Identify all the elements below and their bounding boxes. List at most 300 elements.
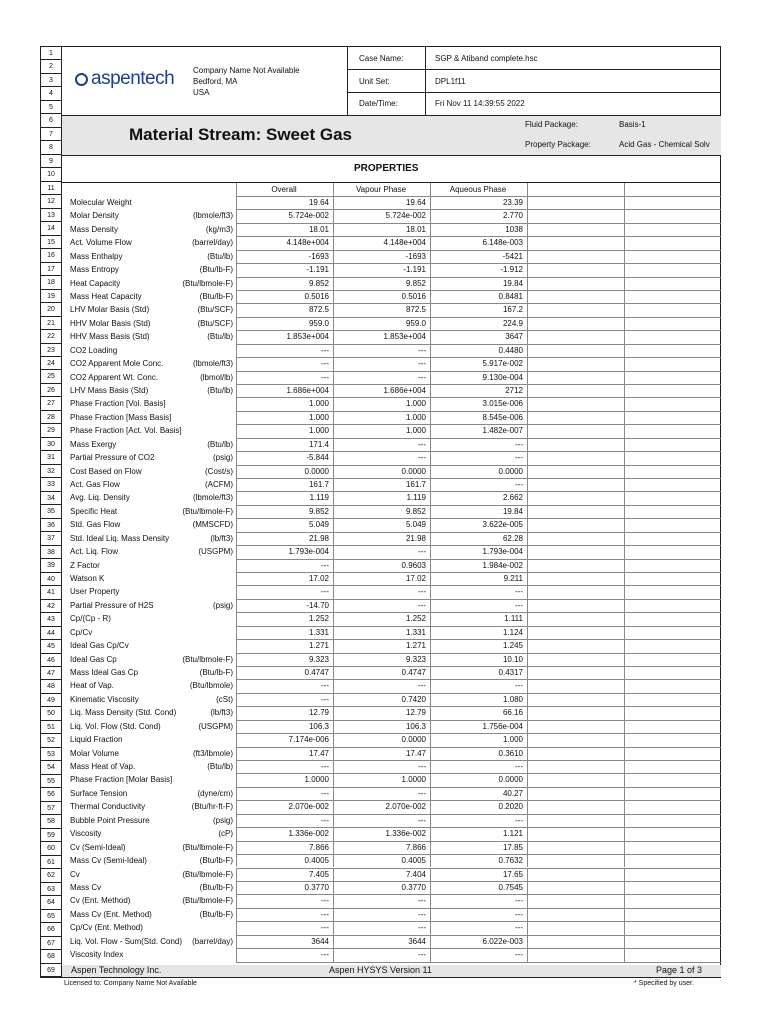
row-number: 35 xyxy=(41,505,61,518)
cell-aqueous: 1.111 xyxy=(504,614,523,624)
aspentech-logo-icon xyxy=(75,73,88,86)
property-name: Kinematic Viscosity xyxy=(70,694,139,704)
row-number: 1 xyxy=(41,47,61,60)
cell-overall: 1.686e+004 xyxy=(286,386,329,396)
cell-aqueous: 40.27 xyxy=(502,788,523,798)
cell-aqueous: 1.984e-002 xyxy=(482,560,523,570)
row-number: 59 xyxy=(41,829,61,842)
row-number: 53 xyxy=(41,748,61,761)
property-name: Mass Heat of Vap. xyxy=(70,762,136,772)
cell-vapour: 3644 xyxy=(408,936,426,946)
cell-vapour: --- xyxy=(418,950,426,960)
cell-vapour: 17.02 xyxy=(405,574,426,584)
cell-overall: --- xyxy=(321,896,329,906)
specified-note: * Specified by user. xyxy=(634,980,694,987)
property-name: Cp/Cv (Ent. Method) xyxy=(70,923,143,933)
row-number: 39 xyxy=(41,559,61,572)
row-number: 44 xyxy=(41,627,61,640)
property-name: Mass Cv xyxy=(70,882,102,892)
row-number: 16 xyxy=(41,249,61,262)
unit-set-value: DPL1f11 xyxy=(435,77,466,86)
cell-vapour: 21.98 xyxy=(405,533,426,543)
cell-aqueous: --- xyxy=(515,681,523,691)
cell-aqueous: 1038 xyxy=(505,224,523,234)
footer-company: Aspen Technology Inc. xyxy=(71,965,162,975)
cell-overall: -1.191 xyxy=(306,265,329,275)
datetime-value: Fri Nov 11 14:39:55 2022 xyxy=(435,99,525,108)
cell-vapour: --- xyxy=(418,909,426,919)
cell-aqueous: 1.121 xyxy=(502,829,523,839)
property-name: Cv (Semi-Ideal) xyxy=(70,842,126,852)
property-unit: (Btu/lbmole-F) xyxy=(182,842,233,852)
row-number: 27 xyxy=(41,397,61,410)
cell-aqueous: 0.7545 xyxy=(498,882,523,892)
row-number: 4 xyxy=(41,87,61,100)
property-name: Surface Tension xyxy=(70,788,128,798)
cell-vapour: 1.853e+004 xyxy=(383,332,426,342)
property-name: Molecular Weight xyxy=(70,198,132,207)
cell-vapour: --- xyxy=(418,815,426,825)
cell-aqueous: 1.245 xyxy=(502,641,523,651)
licensed-to: Licensed to: Company Name Not Available xyxy=(64,980,197,987)
cell-vapour: --- xyxy=(418,896,426,906)
fluid-package-value: Basis-1 xyxy=(619,120,646,129)
cell-aqueous: 0.7632 xyxy=(498,856,523,866)
property-name: Act. Gas Flow xyxy=(70,480,120,490)
row-number: 32 xyxy=(41,465,61,478)
property-name: Act. Volume Flow xyxy=(70,238,132,248)
property-unit: (Btu/lb-F) xyxy=(199,909,233,919)
cell-overall: 7.405 xyxy=(308,869,329,879)
cell-aqueous: 23.39 xyxy=(502,198,523,207)
cell-overall: 1.853e+004 xyxy=(286,332,329,342)
cell-overall: 1.271 xyxy=(308,641,329,651)
cell-vapour: 1.000 xyxy=(405,399,426,409)
property-unit: (Btu/lbmole-F) xyxy=(182,654,233,664)
row-number: 52 xyxy=(41,734,61,747)
property-unit: (lbmole/ft3) xyxy=(192,211,233,221)
cell-vapour: 12.79 xyxy=(405,708,426,718)
fluid-package-label: Fluid Package: xyxy=(525,120,578,129)
row-number: 63 xyxy=(41,883,61,896)
section-title: PROPERTIES xyxy=(354,163,419,174)
cell-overall: 1.252 xyxy=(308,614,329,624)
property-unit: (psig) xyxy=(212,600,233,610)
row-number: 14 xyxy=(41,222,61,235)
property-unit: (Btu/lbmole-F) xyxy=(182,896,233,906)
property-name: Avg. Liq. Density xyxy=(70,493,130,503)
cell-aqueous: 5.917e-002 xyxy=(482,359,523,369)
cell-vapour: 161.7 xyxy=(405,480,426,490)
cell-overall: 9.323 xyxy=(308,654,329,664)
row-number: 2 xyxy=(41,60,61,73)
cell-overall: -14.70 xyxy=(306,600,329,610)
property-unit: (USGPM) xyxy=(198,721,233,731)
property-unit: (lb/ft3) xyxy=(210,533,233,543)
cell-aqueous: --- xyxy=(515,896,523,906)
cell-aqueous: --- xyxy=(515,815,523,825)
cell-vapour: -1693 xyxy=(405,251,426,261)
cell-vapour: 5.049 xyxy=(405,520,426,530)
cell-aqueous: 3.622e-005 xyxy=(482,520,523,530)
cell-aqueous: 1.756e-004 xyxy=(482,721,523,731)
property-name: Molar Volume xyxy=(70,748,119,758)
property-unit: (kg/m3) xyxy=(205,224,233,234)
cell-vapour: --- xyxy=(418,681,426,691)
cell-aqueous: 6.148e-003 xyxy=(482,238,523,248)
column-header-aqueous: Aqueous Phase xyxy=(449,185,507,194)
row-number: 19 xyxy=(41,290,61,303)
cell-aqueous: 0.0000 xyxy=(498,775,523,785)
cell-aqueous: --- xyxy=(515,600,523,610)
cell-overall: 5.049 xyxy=(308,520,329,530)
cell-vapour: 18.01 xyxy=(405,224,426,234)
case-name-label: Case Name: xyxy=(359,54,404,63)
cell-overall: 959.0 xyxy=(308,318,329,328)
cell-vapour: --- xyxy=(418,345,426,355)
cell-vapour: 0.5016 xyxy=(401,292,426,301)
property-name: Molar Density xyxy=(70,211,119,221)
column-header-vapour: Vapour Phase xyxy=(355,185,407,194)
row-number: 24 xyxy=(41,357,61,370)
property-name: Z Factor xyxy=(70,560,100,570)
property-name: Thermal Conductivity xyxy=(70,802,146,812)
row-number: 45 xyxy=(41,640,61,653)
cell-overall: --- xyxy=(321,788,329,798)
property-name: Viscosity xyxy=(70,829,102,839)
cell-overall: 1.0000 xyxy=(304,775,329,785)
cell-overall: 0.0000 xyxy=(304,466,329,476)
cell-aqueous: 224.9 xyxy=(502,318,523,328)
property-package-label: Property Package: xyxy=(525,140,591,149)
row-number: 26 xyxy=(41,384,61,397)
row-number-column xyxy=(41,47,62,977)
property-unit: (lb/ft3) xyxy=(210,708,233,718)
property-name: CO2 Loading xyxy=(70,345,118,355)
column-header-overall: Overall xyxy=(271,185,297,194)
property-name: Bubble Point Pressure xyxy=(70,815,150,825)
cell-overall: 106.3 xyxy=(308,721,329,731)
property-name: Liquid Fraction xyxy=(70,735,123,745)
cell-vapour: 1.0000 xyxy=(401,775,426,785)
cell-vapour: 9.852 xyxy=(405,278,426,288)
cell-overall: --- xyxy=(321,560,329,570)
property-unit: (dyne/cm) xyxy=(197,788,233,798)
cell-aqueous: -1.912 xyxy=(500,265,523,275)
property-unit: (Btu/lbmole) xyxy=(189,681,233,691)
row-number: 30 xyxy=(41,438,61,451)
property-name: Phase Fraction [Molar Basis] xyxy=(70,775,173,785)
property-name: Watson K xyxy=(70,574,105,584)
row-number: 20 xyxy=(41,303,61,316)
property-name: Mass Enthalpy xyxy=(70,251,123,261)
cell-overall: 1.331 xyxy=(308,627,329,637)
cell-vapour: --- xyxy=(418,547,426,557)
property-name: Cp/(Cp - R) xyxy=(70,614,111,624)
property-unit: (ACFM) xyxy=(205,480,233,490)
property-name: Mass Exergy xyxy=(70,439,117,449)
cell-aqueous: 3.015e-006 xyxy=(482,399,523,409)
property-name: Act. Liq. Flow xyxy=(70,547,119,557)
property-unit: (Btu/lb) xyxy=(207,251,233,261)
cell-vapour: 1.271 xyxy=(405,641,426,651)
cell-vapour: 7.866 xyxy=(405,842,426,852)
row-number: 60 xyxy=(41,842,61,855)
row-number: 37 xyxy=(41,532,61,545)
cell-vapour: 1.119 xyxy=(406,493,426,503)
row-number: 55 xyxy=(41,775,61,788)
row-number: 31 xyxy=(41,451,61,464)
row-number: 8 xyxy=(41,141,61,154)
property-unit: (Btu/lb) xyxy=(207,386,233,396)
cell-aqueous: -5421 xyxy=(502,251,523,261)
row-number: 62 xyxy=(41,869,61,882)
cell-vapour: --- xyxy=(418,372,426,382)
property-name: CO2 Apparent Mole Conc. xyxy=(70,359,164,369)
row-number: 36 xyxy=(41,519,61,532)
property-unit: (Btu/lb-F) xyxy=(199,265,233,275)
cell-overall: 21.98 xyxy=(308,533,329,543)
cell-vapour: 4.148e+004 xyxy=(383,238,426,248)
cell-aqueous: 66.16 xyxy=(502,708,523,718)
cell-aqueous: --- xyxy=(515,480,523,490)
cell-overall: -5.844 xyxy=(306,453,329,463)
cell-aqueous: 2.770 xyxy=(502,211,523,221)
property-unit: (lbmol/lb) xyxy=(200,372,233,382)
property-name: Phase Fraction [Vol. Basis] xyxy=(70,399,166,409)
cell-aqueous: 2.662 xyxy=(502,493,523,503)
cell-aqueous: --- xyxy=(515,587,523,597)
row-number: 15 xyxy=(41,236,61,249)
cell-vapour: 2.070e-002 xyxy=(385,802,426,812)
row-number: 54 xyxy=(41,761,61,774)
row-number: 17 xyxy=(41,263,61,276)
cell-vapour: --- xyxy=(418,788,426,798)
property-name: Phase Fraction [Act. Vol. Basis] xyxy=(70,426,182,436)
property-unit: (Btu/lbmole-F) xyxy=(182,278,233,288)
cell-overall: 18.01 xyxy=(308,224,329,234)
cell-aqueous: 167.2 xyxy=(502,305,523,315)
row-number: 21 xyxy=(41,317,61,330)
cell-overall: 1.000 xyxy=(308,412,329,422)
cell-overall: 9.852 xyxy=(308,278,329,288)
row-number: 7 xyxy=(41,128,61,141)
property-name: LHV Molar Basis (Std) xyxy=(70,305,150,315)
cell-aqueous: 1.793e-004 xyxy=(482,547,523,557)
cell-vapour: 0.4005 xyxy=(401,856,426,866)
property-name: Std. Gas Flow xyxy=(70,520,121,530)
cell-overall: 171.4 xyxy=(308,439,329,449)
property-name: CO2 Apparent Wt. Conc. xyxy=(70,372,159,382)
row-number: 69 xyxy=(41,964,61,977)
cell-aqueous: 9.211 xyxy=(503,574,523,584)
cell-overall: 4.148e+004 xyxy=(286,238,329,248)
cell-overall: --- xyxy=(321,359,329,369)
property-name: Cv xyxy=(70,869,80,879)
cell-overall: 872.5 xyxy=(308,305,329,315)
cell-vapour: --- xyxy=(418,359,426,369)
property-unit: (cP) xyxy=(218,829,233,839)
row-number: 23 xyxy=(41,344,61,357)
company-logo-text: aspentech xyxy=(91,68,175,89)
property-name: Mass Entropy xyxy=(70,265,119,275)
cell-vapour: 959.0 xyxy=(405,318,426,328)
cell-vapour: -1.191 xyxy=(403,265,426,275)
property-unit: (Btu/SCF) xyxy=(197,318,233,328)
cell-overall: 1.336e-002 xyxy=(288,829,329,839)
row-number: 12 xyxy=(41,195,61,208)
datetime-label: Date/Time: xyxy=(359,99,398,108)
property-name: Cost Based on Flow xyxy=(70,466,142,476)
row-number: 6 xyxy=(41,114,61,127)
row-number: 49 xyxy=(41,694,61,707)
property-unit: (Btu/hr-ft-F) xyxy=(191,802,233,812)
property-package-value: Acid Gas - Chemical Solv xyxy=(619,140,710,149)
property-name: Cv (Ent. Method) xyxy=(70,896,131,906)
cell-overall: 5.724e-002 xyxy=(288,211,329,221)
cell-vapour: --- xyxy=(418,923,426,933)
cell-vapour: --- xyxy=(418,439,426,449)
cell-overall: 1.793e-004 xyxy=(288,547,329,557)
cell-overall: 17.02 xyxy=(308,574,329,584)
row-number: 10 xyxy=(41,168,61,181)
cell-overall: 0.3770 xyxy=(304,882,329,892)
property-unit: (Btu/SCF) xyxy=(197,305,233,315)
property-name: HHV Mass Basis (Std) xyxy=(70,332,150,342)
cell-vapour: --- xyxy=(418,600,426,610)
row-number: 67 xyxy=(41,937,61,950)
property-name: Partial Pressure of CO2 xyxy=(70,453,155,463)
cell-vapour: 0.9603 xyxy=(401,560,426,570)
property-name: Std. Ideal Liq. Mass Density xyxy=(70,533,170,543)
cell-aqueous: --- xyxy=(515,453,523,463)
row-number: 61 xyxy=(41,856,61,869)
cell-overall: --- xyxy=(321,345,329,355)
row-number: 58 xyxy=(41,815,61,828)
cell-vapour: 1.000 xyxy=(405,426,426,436)
cell-overall: 7.866 xyxy=(308,842,329,852)
cell-aqueous: 0.2020 xyxy=(498,802,523,812)
company-country: USA xyxy=(193,88,210,97)
row-number: 64 xyxy=(41,896,61,909)
property-unit: (cSt) xyxy=(216,694,233,704)
property-unit: (Btu/lbmole-F) xyxy=(182,506,233,516)
cell-aqueous: 19.84 xyxy=(502,506,523,516)
cell-overall: 0.5016 xyxy=(304,292,329,301)
row-number: 5 xyxy=(41,101,61,114)
cell-vapour: 0.0000 xyxy=(401,466,426,476)
cell-aqueous: 0.8481 xyxy=(498,292,523,301)
cell-aqueous: 17.85 xyxy=(502,842,523,852)
row-number: 42 xyxy=(41,600,61,613)
property-unit: (Btu/lb-F) xyxy=(199,856,233,866)
row-number: 68 xyxy=(41,950,61,963)
property-name: Mass Ideal Gas Cp xyxy=(70,668,139,678)
row-number: 46 xyxy=(41,654,61,667)
cell-vapour: 1.252 xyxy=(405,614,426,624)
property-name: Phase Fraction [Mass Basis] xyxy=(70,412,172,422)
row-number: 13 xyxy=(41,209,61,222)
property-unit: (psig) xyxy=(212,815,233,825)
property-unit: (Btu/lb) xyxy=(207,762,233,772)
cell-vapour: 0.4747 xyxy=(401,668,426,678)
property-unit: (barrel/day) xyxy=(192,238,233,248)
property-name: Viscosity Index xyxy=(70,950,124,960)
cell-aqueous: --- xyxy=(515,909,523,919)
cell-aqueous: 1.124 xyxy=(502,627,523,637)
row-number: 25 xyxy=(41,370,61,383)
row-number: 28 xyxy=(41,411,61,424)
page-title: Material Stream: Sweet Gas xyxy=(129,125,352,144)
cell-vapour: 1.331 xyxy=(405,627,426,637)
row-number: 11 xyxy=(41,182,61,195)
cell-vapour: 1.686e+004 xyxy=(383,386,426,396)
cell-overall: 3644 xyxy=(311,936,329,946)
company-city: Bedford, MA xyxy=(193,77,238,86)
property-unit: (MMSCFD) xyxy=(192,520,233,530)
cell-overall: 1.000 xyxy=(308,426,329,436)
property-name: Mass Heat Capacity xyxy=(70,292,142,301)
datasheet xyxy=(40,46,721,978)
cell-overall: --- xyxy=(321,694,329,704)
cell-aqueous: 1.000 xyxy=(502,735,523,745)
property-unit: (barrel/day) xyxy=(192,936,233,946)
cell-vapour: 19.64 xyxy=(405,198,426,207)
property-unit: (Btu/lb) xyxy=(207,439,233,449)
cell-vapour: 1.336e-002 xyxy=(385,829,426,839)
row-number: 56 xyxy=(41,788,61,801)
property-name: Liq. Vol. Flow (Std. Cond) xyxy=(70,721,161,731)
cell-overall: 0.4005 xyxy=(304,856,329,866)
property-name: Heat Capacity xyxy=(70,278,121,288)
row-number: 33 xyxy=(41,478,61,491)
footer-version: Aspen HYSYS Version 11 xyxy=(329,965,432,975)
cell-vapour: 0.7420 xyxy=(401,694,426,704)
cell-overall: --- xyxy=(321,909,329,919)
property-name: Mass Cv (Semi-Ideal) xyxy=(70,856,147,866)
cell-aqueous: 62.28 xyxy=(502,533,523,543)
property-name: Partial Pressure of H2S xyxy=(70,600,154,610)
cell-vapour: 9.323 xyxy=(405,654,426,664)
row-number: 38 xyxy=(41,546,61,559)
row-number: 66 xyxy=(41,923,61,936)
property-name: LHV Mass Basis (Std) xyxy=(70,386,149,396)
property-unit: (psig) xyxy=(212,453,233,463)
property-name: Liq. Mass Density (Std. Cond) xyxy=(70,708,177,718)
cell-vapour: 1.000 xyxy=(405,412,426,422)
footer-page: Page 1 of 3 xyxy=(656,965,703,975)
row-number: 51 xyxy=(41,721,61,734)
cell-overall: --- xyxy=(321,762,329,772)
cell-overall: 19.64 xyxy=(308,198,329,207)
property-name: User Property xyxy=(70,587,120,597)
row-number: 50 xyxy=(41,707,61,720)
cell-vapour: 9.852 xyxy=(405,506,426,516)
property-unit: (Btu/lb-F) xyxy=(199,668,233,678)
row-number: 18 xyxy=(41,276,61,289)
cell-vapour: --- xyxy=(418,453,426,463)
row-number: 34 xyxy=(41,492,61,505)
cell-overall: 17.47 xyxy=(308,748,329,758)
property-unit: (USGPM) xyxy=(198,547,233,557)
property-name: HHV Molar Basis (Std) xyxy=(70,318,151,328)
row-number: 48 xyxy=(41,680,61,693)
cell-aqueous: --- xyxy=(515,923,523,933)
row-number: 47 xyxy=(41,667,61,680)
row-number: 40 xyxy=(41,573,61,586)
cell-aqueous: 6.022e-003 xyxy=(482,936,523,946)
cell-aqueous: 8.545e-006 xyxy=(482,412,523,422)
